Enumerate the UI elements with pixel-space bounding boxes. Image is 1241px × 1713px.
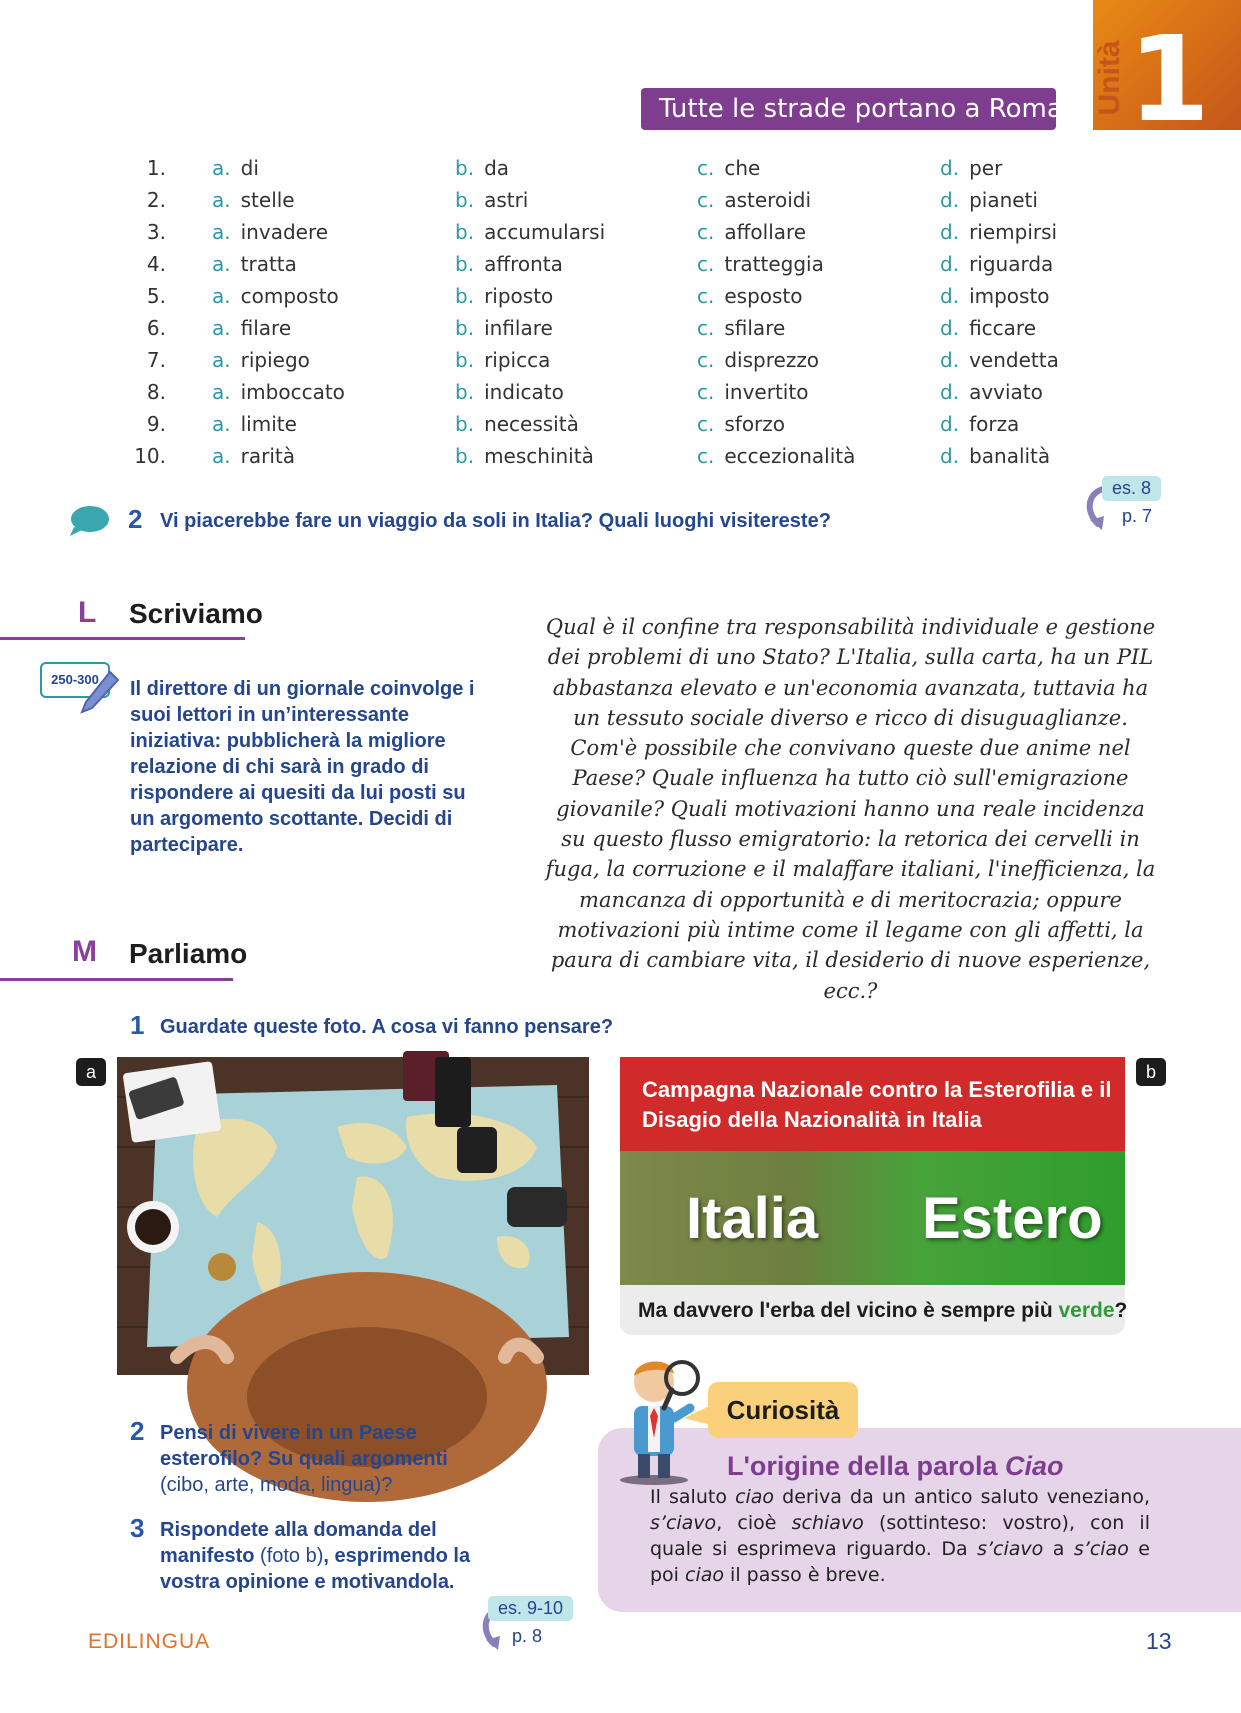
exercise-page: p. 8 xyxy=(512,1626,543,1646)
option-d[interactable] xyxy=(940,380,1043,404)
option-b[interactable] xyxy=(455,316,553,340)
option-letter: a. xyxy=(212,380,231,404)
option-b[interactable] xyxy=(455,252,563,276)
option-c[interactable] xyxy=(697,252,824,276)
option-b[interactable] xyxy=(455,380,564,404)
option-a[interactable] xyxy=(212,316,291,340)
option-word: tratta xyxy=(240,252,297,276)
row-number: 8. xyxy=(146,380,166,404)
option-letter: b. xyxy=(455,188,475,212)
option-word: di xyxy=(240,156,259,180)
question-text-bold: , esprimendo la vostra opinione e motivandola. xyxy=(160,1545,471,1593)
word-count-badge: 250-300 xyxy=(40,662,110,698)
option-word: pianeti xyxy=(969,188,1038,212)
option-word: accumularsi xyxy=(484,220,606,244)
option-letter: b. xyxy=(455,412,475,436)
option-c[interactable] xyxy=(697,284,803,308)
option-word: ripicca xyxy=(484,348,551,372)
option-letter: a. xyxy=(212,220,231,244)
unit-label: Unità xyxy=(1093,40,1126,116)
option-letter: a. xyxy=(212,156,231,180)
option-d[interactable] xyxy=(940,252,1053,276)
option-letter: c. xyxy=(697,220,715,244)
option-b[interactable] xyxy=(455,284,553,308)
option-word: tratteggia xyxy=(724,252,824,276)
curiosity-body-part: s’ciavo xyxy=(650,1512,717,1534)
option-a[interactable] xyxy=(212,380,345,404)
option-letter: b. xyxy=(455,348,475,372)
option-letter: d. xyxy=(940,188,960,212)
row-number: 9. xyxy=(146,412,166,436)
option-word: forza xyxy=(969,412,1020,436)
option-word: banalità xyxy=(969,444,1051,468)
option-word: invadere xyxy=(240,220,329,244)
curiosity-body-part: s’ciavo xyxy=(977,1538,1044,1560)
option-letter: a. xyxy=(212,284,231,308)
option-letter: a. xyxy=(212,348,231,372)
section-letter: L xyxy=(78,596,97,629)
option-word: infilare xyxy=(484,316,553,340)
option-c[interactable] xyxy=(697,380,808,404)
option-letter: c. xyxy=(697,316,715,340)
option-d[interactable] xyxy=(940,284,1050,308)
question-text: Guardate queste foto. A cosa vi fanno pensare? xyxy=(160,1016,614,1038)
option-word: imposto xyxy=(969,284,1050,308)
question-text-normal: (foto b) xyxy=(260,1545,324,1567)
question-text-bold: Pensi di vivere in un Paese esterofilo? Su quali argomenti xyxy=(160,1422,448,1470)
option-a[interactable] xyxy=(212,444,295,468)
option-letter: d. xyxy=(940,316,960,340)
option-word: riguarda xyxy=(969,252,1054,276)
option-b[interactable] xyxy=(455,156,509,180)
exercise-reference[interactable] xyxy=(1080,476,1172,538)
curiosity-body-part: (sottinteso: vostro), con il quale si esprimeva riguardo. Da xyxy=(650,1512,1150,1560)
option-d[interactable] xyxy=(940,316,1036,340)
option-word: meschinità xyxy=(484,444,594,468)
option-letter: d. xyxy=(940,380,960,404)
option-word: riempirsi xyxy=(969,220,1058,244)
row-number: 7. xyxy=(146,348,166,372)
option-letter: b. xyxy=(455,284,475,308)
page-number: 13 xyxy=(1146,1628,1172,1654)
publisher-logo: EDILINGUA xyxy=(88,1630,211,1653)
handwritten-text: Qual è il confine tra responsabilità individuale e gestione dei problemi di uno Stato? L'Italia, sulla carta, ha un PIL abbastanza elevato e un'economia avanzata, tuttavia ha un tessuto sociale diverso e ricco di disuguaglianze. Com'è possibile che convivano queste due anime nel Paese? Quale influenza ha tutto ciò sull'emigrazione giovanile? Quali motivazioni hanno una reale incidenza su questo flusso emigratorio: la retorica dei cervelli in fuga, la corruzione e il malaffare italiani, l'inefficienza, la mancanza di opportunità e di meritocrazia; oppure motivazioni più intime come il legame con gli affetti, la paura di cambiare vita, il desiderio di nuove esperienze, ecc.? xyxy=(545,615,1156,1003)
option-word: affollare xyxy=(724,220,807,244)
option-letter: c. xyxy=(697,284,715,308)
question-text-normal: (cibo, arte, moda, lingua)? xyxy=(160,1474,393,1496)
curiosity-body-part: e poi xyxy=(650,1538,1150,1586)
option-b[interactable] xyxy=(455,348,550,372)
option-c[interactable] xyxy=(697,220,806,244)
option-d[interactable] xyxy=(940,348,1059,372)
option-c[interactable] xyxy=(697,348,819,372)
question-text xyxy=(160,1420,490,1498)
option-letter: c. xyxy=(697,348,715,372)
option-letter: b. xyxy=(455,252,475,276)
option-word: limite xyxy=(240,412,297,436)
curiosity-body-part: , cioè xyxy=(716,1512,792,1534)
option-word: astri xyxy=(484,188,529,212)
question-number: 2 xyxy=(128,504,143,534)
option-word: esposto xyxy=(724,284,803,308)
option-a[interactable] xyxy=(212,156,259,180)
row-number: 1. xyxy=(146,156,166,180)
option-c[interactable] xyxy=(697,156,760,180)
option-letter: d. xyxy=(940,284,960,308)
row-number: 2. xyxy=(146,188,166,212)
option-letter: a. xyxy=(212,412,231,436)
question-number: 1 xyxy=(130,1010,145,1040)
curiosity-heading-plain: L'origine della parola xyxy=(727,1451,1005,1481)
option-c[interactable] xyxy=(697,316,785,340)
option-letter: c. xyxy=(697,380,715,404)
speech-bubble-icon xyxy=(68,505,110,537)
question-number: 2 xyxy=(130,1416,145,1446)
option-letter: c. xyxy=(697,156,715,180)
option-a[interactable] xyxy=(212,412,297,436)
option-d[interactable] xyxy=(940,220,1057,244)
section-title: Parliamo xyxy=(129,938,248,969)
option-word: rarità xyxy=(240,444,295,468)
option-d[interactable] xyxy=(940,444,1050,468)
exercise-page: p. 7 xyxy=(1122,506,1153,526)
curiosity-heading xyxy=(727,1451,1064,1482)
option-word: ficcare xyxy=(969,316,1036,340)
option-letter: d. xyxy=(940,156,960,180)
option-word: stelle xyxy=(240,188,295,212)
option-letter: b. xyxy=(455,220,475,244)
option-letter: c. xyxy=(697,412,715,436)
option-letter: d. xyxy=(940,412,960,436)
poster-subtitle xyxy=(638,1299,1127,1323)
poster-title: Campagna Nazionale contro la Esterofilia e il Disagio della Nazionalità in Italia xyxy=(642,1077,1112,1132)
option-letter: c. xyxy=(697,252,715,276)
poster-subtitle-green: verde xyxy=(1058,1299,1115,1322)
writing-prompt: Il direttore di un giornale coinvolge i suoi lettori in un’interessante iniziativa: pubblicherà la migliore relazione di chi sarà in grado di rispondere ai quesiti da lui posti su un argomento scottante. Decidi di partecipare. xyxy=(130,678,475,856)
option-a[interactable] xyxy=(212,220,328,244)
section-title: Scriviamo xyxy=(129,598,263,629)
option-a[interactable] xyxy=(212,284,339,308)
row-number: 6. xyxy=(146,316,166,340)
photo-world-map xyxy=(117,1057,589,1375)
option-word: necessità xyxy=(484,412,579,436)
option-letter: b. xyxy=(455,156,475,180)
world-map-image xyxy=(117,1057,589,1375)
exercise-reference[interactable] xyxy=(476,1596,586,1660)
option-word: disprezzo xyxy=(724,348,820,372)
question-text: Vi piacerebbe fare un viaggio da soli in Italia? Quali luoghi visitereste? xyxy=(160,510,831,532)
photo-tag-b: b xyxy=(1136,1058,1166,1086)
pencil-icon xyxy=(78,668,120,718)
option-b[interactable] xyxy=(455,220,605,244)
option-letter: a. xyxy=(212,252,231,276)
option-letter: c. xyxy=(697,444,715,468)
option-word: vendetta xyxy=(969,348,1059,372)
option-word: eccezionalità xyxy=(724,444,856,468)
curiosity-heading-italic: Ciao xyxy=(1004,1451,1064,1481)
curiosity-tag: Curiosità xyxy=(708,1382,858,1438)
unit-number: 1 xyxy=(1128,10,1211,148)
option-letter: d. xyxy=(940,444,960,468)
option-b[interactable] xyxy=(455,188,528,212)
poster-subtitle-end: ? xyxy=(1114,1299,1128,1322)
poster-subtitle-part: Ma davvero l'erba del vicino è sempre più xyxy=(638,1299,1059,1322)
section-letter: M xyxy=(72,935,97,968)
option-word: filare xyxy=(240,316,292,340)
curiosity-body xyxy=(650,1484,1150,1588)
poster-word-estero: Estero xyxy=(922,1186,1103,1251)
option-letter: a. xyxy=(212,444,231,468)
option-word: affronta xyxy=(484,252,563,276)
chapter-title: Tutte le strade portano a Roma xyxy=(641,88,1056,130)
option-letter: b. xyxy=(455,380,475,404)
option-a[interactable] xyxy=(212,348,310,372)
option-word: riposto xyxy=(484,284,554,308)
option-word: avviato xyxy=(969,380,1043,404)
option-letter: a. xyxy=(212,316,231,340)
option-c[interactable] xyxy=(697,188,811,212)
option-word: ripiego xyxy=(240,348,310,372)
option-c[interactable] xyxy=(697,444,855,468)
photo-tag-a: a xyxy=(76,1058,106,1086)
option-word: imboccato xyxy=(240,380,345,404)
poster-word-italia: Italia xyxy=(686,1186,819,1251)
exercise-tag: es. 9-10 xyxy=(488,1596,573,1621)
curiosity-body-part: schiavo xyxy=(791,1512,864,1534)
option-letter: d. xyxy=(940,252,960,276)
exercise-tag: es. 8 xyxy=(1102,476,1161,501)
option-word: che xyxy=(724,156,761,180)
option-word: invertito xyxy=(724,380,809,404)
option-letter: b. xyxy=(455,444,475,468)
option-a[interactable] xyxy=(212,252,297,276)
curiosity-body-part: s’ciao xyxy=(1073,1538,1129,1560)
option-b[interactable] xyxy=(455,444,594,468)
option-letter: d. xyxy=(940,348,960,372)
option-word: sfilare xyxy=(724,316,786,340)
option-word: da xyxy=(484,156,510,180)
curiosity-body-part: ciao xyxy=(735,1486,775,1508)
option-b[interactable] xyxy=(455,412,579,436)
section-underline xyxy=(0,978,233,981)
row-number: 5. xyxy=(146,284,166,308)
row-number: 4. xyxy=(146,252,166,276)
curiosity-body-part: deriva da un antico saluto veneziano, xyxy=(774,1486,1150,1508)
campaign-poster xyxy=(620,1057,1128,1335)
option-word: per xyxy=(969,156,1003,180)
question-text-bold: Rispondete alla domanda del manifesto xyxy=(160,1519,437,1567)
option-word: asteroidi xyxy=(724,188,812,212)
section-underline xyxy=(0,637,245,640)
option-a[interactable] xyxy=(212,188,295,212)
curiosity-body-part: ciao xyxy=(685,1564,725,1586)
option-word: sforzo xyxy=(724,412,786,436)
row-number: 3. xyxy=(146,220,166,244)
option-letter: c. xyxy=(697,188,715,212)
option-c[interactable] xyxy=(697,412,785,436)
question-number: 3 xyxy=(130,1513,145,1543)
curiosity-body-part: a xyxy=(1043,1538,1074,1560)
row-number: 10. xyxy=(134,444,166,468)
curiosity-body-part: Il saluto xyxy=(650,1486,736,1508)
option-letter: b. xyxy=(455,316,475,340)
curiosity-body-part: il passo è breve. xyxy=(724,1564,886,1586)
option-d[interactable] xyxy=(940,156,1002,180)
option-word: indicato xyxy=(484,380,564,404)
option-d[interactable] xyxy=(940,188,1038,212)
option-letter: a. xyxy=(212,188,231,212)
option-word: composto xyxy=(240,284,339,308)
question-text xyxy=(160,1517,500,1595)
option-letter: d. xyxy=(940,220,960,244)
option-d[interactable] xyxy=(940,412,1019,436)
